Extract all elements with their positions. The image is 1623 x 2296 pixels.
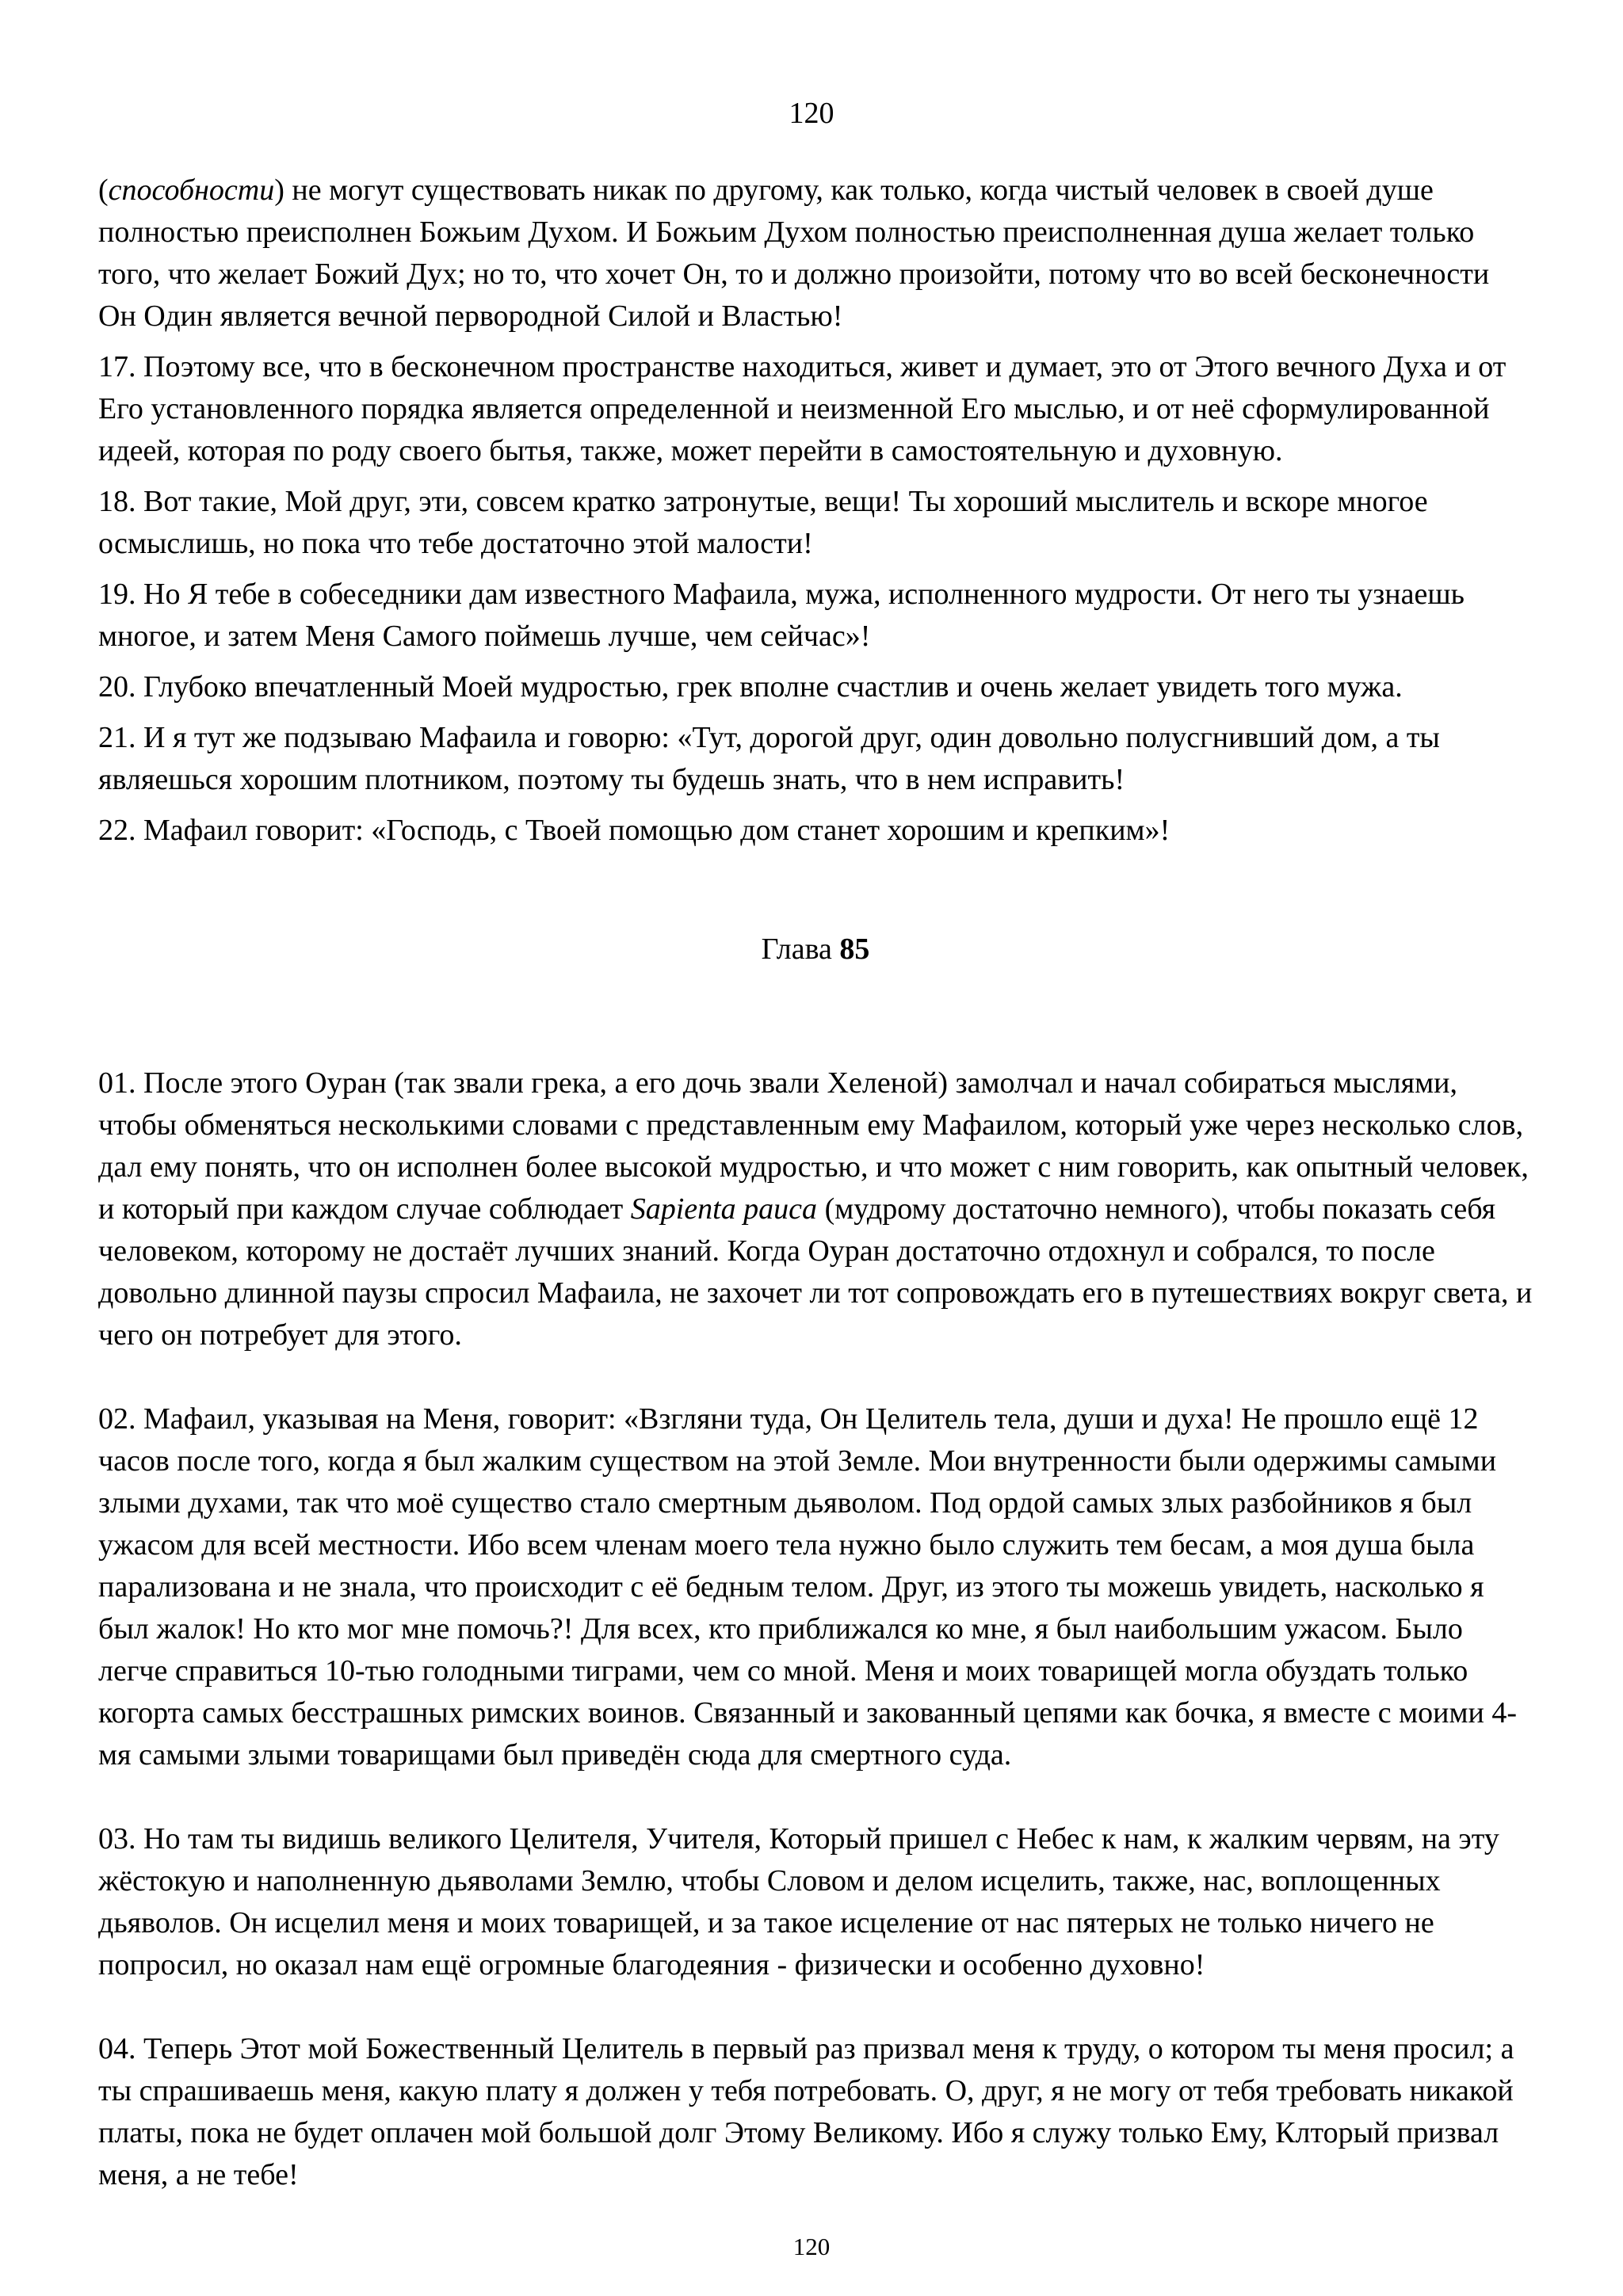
- chapter-label: Глава: [761, 933, 832, 966]
- paragraph-22: 22. Мафаил говорит: «Господь, с Твоей помощью дом станет хорошим и крепким»!: [98, 814, 1170, 847]
- paragraph-21: 21. И я тут же подзываю Мафаила и говорю: «Тут, дорогой друг, один довольно полусгнивший дом, а ты являешься хорошим плотником, поэтому ты будешь знать, что в нем исправить!: [98, 721, 1440, 796]
- paragraph-text: ) не могут существовать никак по другому, как только, когда чистый человек в своей душе полностью преисполнен Божьим Духом. И Божьим Духом полностью преисполненная душа желает только того, что желает Божий Дух; но то, что хочет Он, то и должно произойти, потому что во всей бесконечности Он Один является вечной первородной Силой и Властью!: [98, 174, 1490, 333]
- paragraph-continuation: [98, 170, 1533, 338]
- paragraph-20: 20. Глубоко впечатленный Моей мудростью, грек вполне счастлив и очень желает увидеть того мужа.: [98, 670, 1403, 704]
- chapter-number: 85: [839, 933, 870, 966]
- italic-latin-phrase: Sapienta pauca: [630, 1192, 818, 1226]
- paragraph-19: 19. Но Я тебе в собеседники дам известного Мафаила, мужа, исполненного мудрости. От него ты узнаешь многое, и затем Меня Самого поймешь лучше, чем сейчас»!: [98, 578, 1465, 653]
- page-number-top: 120: [789, 97, 834, 130]
- paragraph-text: 01. После этого Оуран (так звали грека, а его дочь звали Хеленой) замолчал и начал собираться мыслями, чтобы обменяться несколькими словами с представленным ему Мафаилом, который уже через несколько слов, дал ему понять, что он исполнен более высокой мудростью, и что может с ним говорить, как опытный человек, и который при каждом случае соблюдает: [98, 1066, 1529, 1226]
- paragraph-18: 18. Вот такие, Мой друг, эти, совсем кратко затронутые, вещи! Ты хороший мыслитель и вскоре многое осмыслишь, но пока что тебе достаточно этой малости!: [98, 485, 1428, 560]
- paragraph-02: 02. Мафаил, указывая на Меня, говорит: «Взгляни туда, Он Целитель тела, души и духа! Не прошло ещё 12 часов после того, когда я был жалким существом на этой Земле. Мои внутренности были одержимы самыми злыми духами, так что моё существо стало смертным дьяволом. Под ордой самых злых разбойников я был ужасом для всей местности. Ибо всем членам моего тела нужно было служить тем бесам, а моя душа была парализована и не знала, что происходит с её бедным телом. Друг, из этого ты можешь увидеть, насколько я был жалок! Но кто мог мне помочь?! Для всех, кто приближался ко мне, я был наибольшим ужасом. Было легче справиться 10-тью голодными тиграми, чем со мной. Меня и моих товарищей могла обуздать только когорта самых бесстрашных римских воинов. Связанный и закованный цепями как бочка, я вместе с моими 4-мя самыми злыми товарищами был приведён сюда для смертного суда.: [98, 1402, 1518, 1772]
- paragraph-17: 17. Поэтому все, что в бесконечном пространстве находиться, живет и думает, это от Этого вечного Духа и от Его установленного порядка является определенной и неизменной Его мыслью, и от неё сформулированной идеей, которая по роду своего бытья, также, может перейти в самостоятельную и духовную.: [98, 350, 1507, 467]
- page-content: [98, 170, 1533, 2196]
- paragraph-01: [98, 1062, 1533, 1356]
- chapter-heading: [98, 929, 1533, 971]
- chapter-body: [98, 1062, 1533, 2196]
- paren-open: (: [98, 174, 109, 207]
- paragraph-04: 04. Теперь Этот мой Божественный Целитель в первый раз призвал меня к труду, о котором ты меня просил; а ты спрашиваешь меня, какую плату я должен у тебя потребовать. О, друг, я не могу от тебя требовать никакой платы, пока не будет оплачен мой большой долг Этому Великому. Ибо я служу только Ему, Клторый призвал меня, а не тебе!: [98, 2032, 1514, 2191]
- italic-term: способности: [108, 174, 275, 207]
- paragraph-text: (мудрому достаточно немного), чтобы показать себя человеком, которому не достаёт лучших знаний. Когда Оуран достаточно отдохнул и собрался, то после довольно длинной паузы спросил Мафаила, не захочет ли тот сопровождать его в путешествиях вокруг света, и чего он потребует для этого.: [98, 1192, 1533, 1352]
- paragraph-03: 03. Но там ты видишь великого Целителя, Учителя, Который пришел с Небес к нам, к жалким червям, на эту жёстокую и наполненную дьяволами Землю, чтобы Словом и делом исцелить, также, нас, воплощенных дьяволов. Он исцелил меня и моих товарищей, и за такое исцеление от нас пятерых не только ничего не попросил, но оказал нам ещё огромные благодеяния - физически и особенно духовно!: [98, 1822, 1499, 1981]
- page-number-bottom: 120: [792, 2233, 831, 2260]
